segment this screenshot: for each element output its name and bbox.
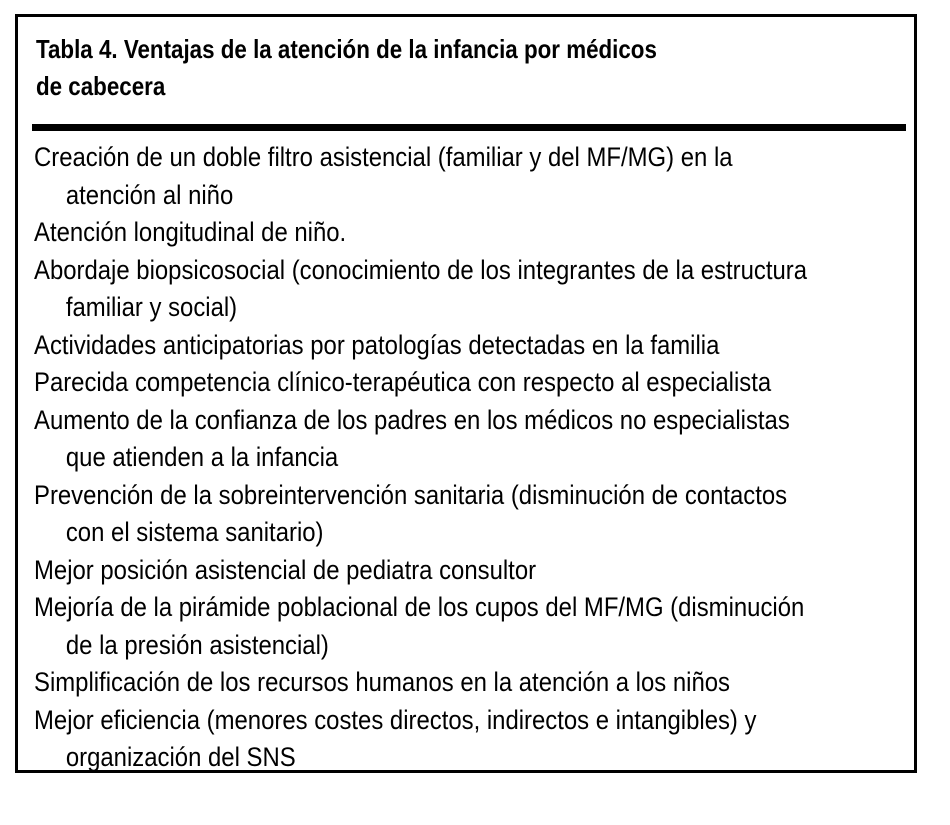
list-item [34,589,813,664]
list-item-text: Mejor posición asistencial de pediatra consultor [34,554,537,585]
list-item [34,402,813,477]
list-item-text: Atención longitudinal de niño. [34,217,347,247]
list-item-continuation: organización del SNS [65,742,296,772]
list-item-text: Mejor eficiencia (menores costes directos, indirectos e intangibles) y [34,704,757,735]
list-item-text: Mejoría de la pirámide poblacional de los cupos del MF/MG (disminución [34,592,805,622]
table-title-line-1: Tabla 4. Ventajas de la atención de la infancia por médicos [36,34,657,64]
table-title [36,31,776,105]
list-item [34,664,813,702]
list-item-continuation: atención al niño [65,179,234,210]
advantages-list [34,139,914,777]
list-item-text: Aumento de la confianza de los padres en los médicos no especialistas [34,404,790,435]
list-item [34,552,813,590]
table-title-line-2: de cabecera [36,71,166,101]
list-item-continuation: familiar y social) [65,292,238,322]
list-item-text: Abordaje biopsicosocial (conocimiento de los integrantes de la estructura [34,254,808,285]
list-item-text: Prevención de la sobreintervención sanitaria (disminución de contactos [34,479,788,510]
list-item [34,477,813,552]
list-item-text: Simplificación de los recursos humanos en la atención a los niños [34,667,730,697]
list-item [34,214,813,252]
list-item [34,327,813,365]
list-item [34,364,813,402]
list-item-text: Creación de un doble filtro asistencial (familiar y del MF/MG) en la [34,142,733,172]
list-item-text: Actividades anticipatorias por patologías detectadas en la familia [34,329,720,360]
table-box [15,14,917,773]
title-divider [32,124,906,131]
list-item [34,702,813,777]
list-item-continuation: con el sistema sanitario) [65,517,324,547]
list-item-continuation: de la presión asistencial) [65,629,329,660]
list-item-text: Parecida competencia clínico-terapéutica con respecto al especialista [34,367,772,397]
list-item [34,139,813,214]
list-item-continuation: que atienden a la infancia [65,442,339,472]
list-item [34,252,813,327]
